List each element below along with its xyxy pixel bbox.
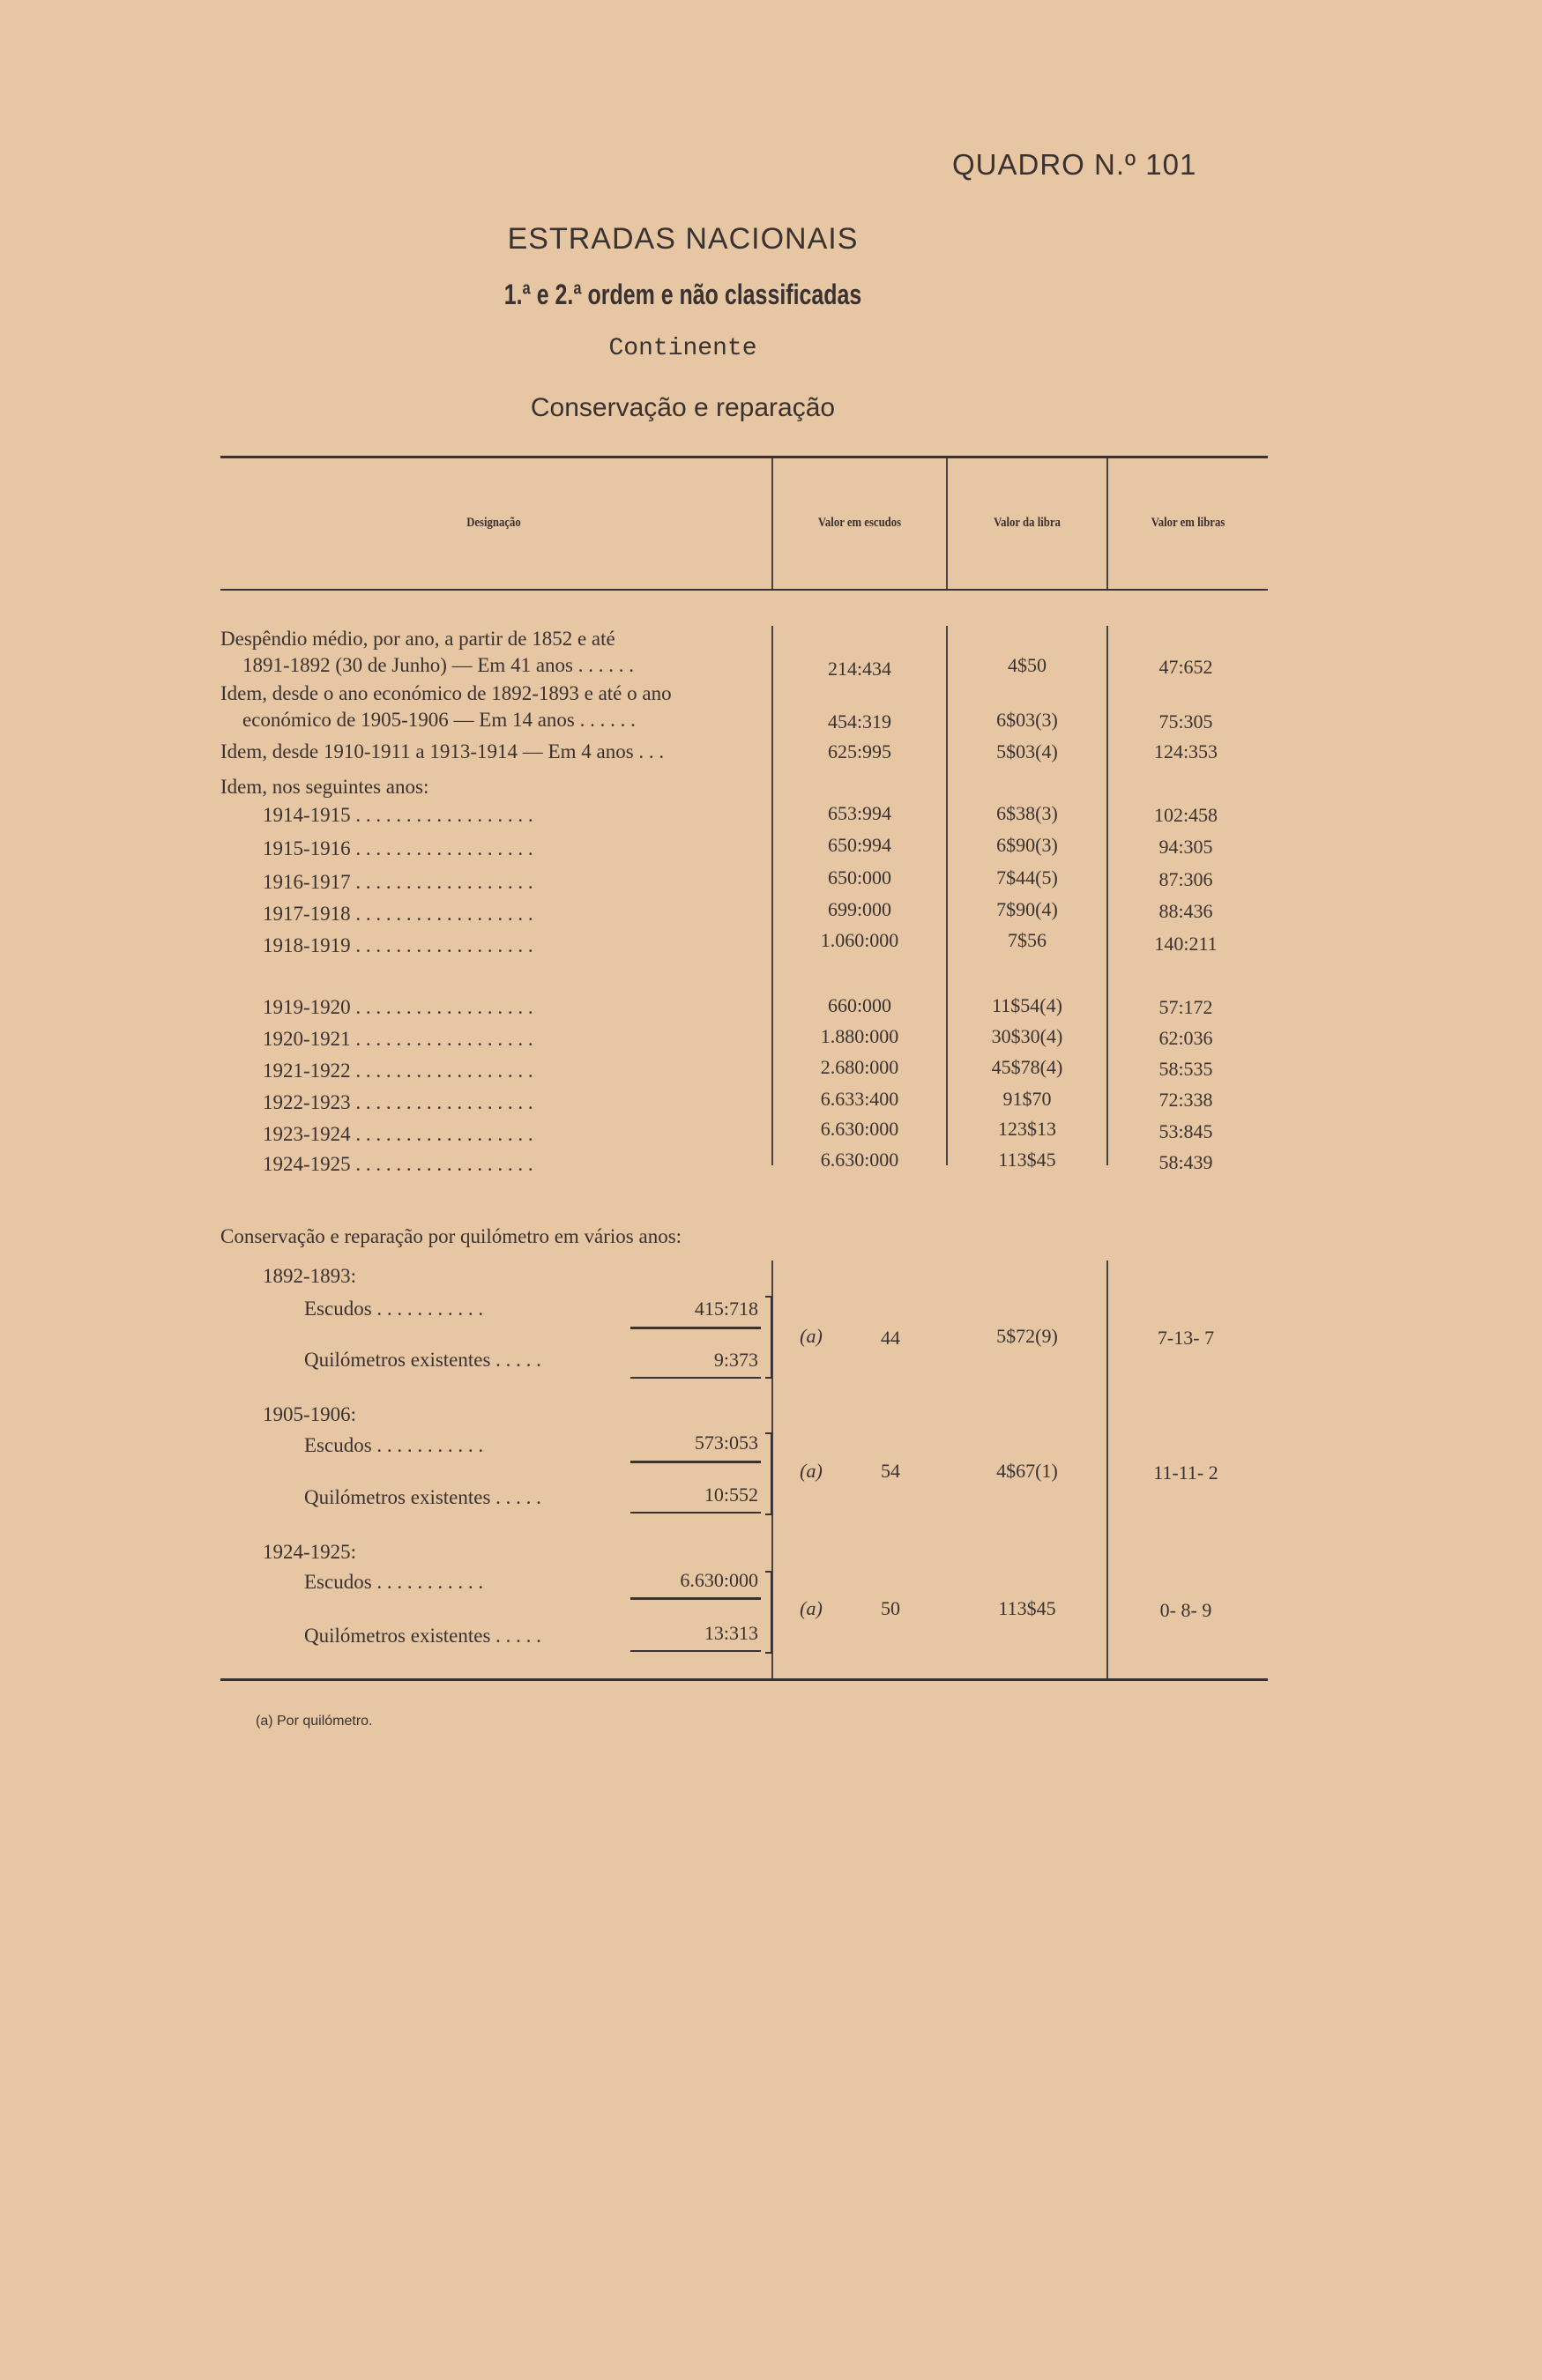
year-row-escudos: 1.060:000: [820, 929, 899, 951]
per-km-year: 1905-1906:: [263, 1403, 357, 1425]
year-row-label: 1919-1920 . . . . . . . . . . . . . . . . . .: [263, 996, 533, 1018]
brace: [765, 1432, 772, 1515]
subtitle-continente: Continente: [608, 335, 757, 362]
year-row-libra: 91$70: [1002, 1088, 1052, 1110]
row-1-libras: 47:652: [1158, 656, 1213, 678]
header-designacao: Designação: [466, 516, 521, 530]
per-km-libra: 4$67(1): [996, 1460, 1058, 1482]
col-separator-3-body: [1106, 626, 1108, 1165]
col-separator-1-body: [771, 626, 773, 1165]
per-km-km-value: 9:373: [713, 1349, 758, 1371]
row-2-libra: 6$03(3): [996, 709, 1058, 731]
row-2-label-line-1: Idem, desde o ano económico de 1892-1893 e até o ano: [220, 682, 672, 704]
year-row-libras: 94:305: [1158, 836, 1213, 858]
year-row-escudos: 6.630:000: [820, 1149, 899, 1171]
year-row-label: 1918-1919 . . . . . . . . . . . . . . . . . .: [263, 934, 533, 956]
year-row-libras: 58:439: [1158, 1151, 1213, 1173]
year-row-label: 1916-1917 . . . . . . . . . . . . . . . . . .: [263, 871, 533, 893]
per-km-heading: Conservação e reparação por quilómetro em vários anos:: [220, 1225, 682, 1247]
year-row-libra: 45$78(4): [991, 1056, 1063, 1078]
per-km-km-value: 10:552: [704, 1484, 758, 1506]
year-row-libras: 72:338: [1158, 1089, 1213, 1111]
year-row-libra: 6$38(3): [996, 802, 1058, 824]
year-row-label: 1914-1915 . . . . . . . . . . . . . . . . . .: [263, 804, 533, 826]
per-km-a: (a): [800, 1460, 823, 1482]
row-3-label: Idem, desde 1910-1911 a 1913-1914 — Em 4 anos . . .: [220, 740, 665, 762]
per-km-km-value: 13:313: [704, 1622, 758, 1644]
year-row-libras: 57:172: [1158, 996, 1213, 1018]
year-row-libras: 102:458: [1153, 804, 1218, 826]
per-km-per: 54: [881, 1460, 900, 1482]
header-valor-libra: Valor da libra: [994, 516, 1061, 530]
per-km-a: (a): [800, 1597, 823, 1619]
year-row-libras: 87:306: [1158, 868, 1213, 890]
year-row-escudos: 660:000: [827, 994, 892, 1016]
year-row-libra: 7$44(5): [996, 866, 1058, 889]
subtitle-conservacao: Conservação e reparação: [530, 393, 836, 422]
year-row-escudos: 653:994: [827, 802, 892, 824]
year-row-libra: 30$30(4): [991, 1025, 1063, 1047]
quadro-number: QUADRO N.º 101: [952, 148, 1197, 181]
col-separator-2-body: [946, 626, 948, 1165]
per-km-per: 44: [881, 1327, 900, 1349]
per-km-escudos-label: Escudos . . . . . . . . . . .: [304, 1434, 484, 1456]
per-km-km-label: Quilómetros existentes . . . . .: [304, 1625, 541, 1647]
row-4-label: Idem, nos seguintes anos:: [220, 776, 429, 798]
fraction-rule: [630, 1461, 761, 1463]
year-row-libra: 113$45: [998, 1149, 1056, 1171]
year-row-libra: 7$56: [1008, 929, 1047, 951]
row-1-libra: 4$50: [1008, 654, 1047, 676]
underline-rule: [630, 1650, 761, 1652]
year-row-label: 1922-1923 . . . . . . . . . . . . . . . . . .: [263, 1091, 533, 1113]
subtitle-ordem: 1.ª e 2.ª ordem e não classificadas: [503, 279, 862, 310]
row-1-escudos: 214:434: [827, 658, 892, 680]
year-row-libra: 11$54(4): [992, 994, 1062, 1016]
year-row-libra: 123$13: [998, 1118, 1056, 1140]
year-row-label: 1924-1925 . . . . . . . . . . . . . . . . . .: [263, 1153, 533, 1175]
header-valor-libras: Valor em libras: [1151, 516, 1225, 530]
year-row-libras: 88:436: [1158, 900, 1213, 922]
row-1-label-line-2: 1891-1892 (30 de Junho) — Em 41 anos . . . . . .: [242, 654, 634, 676]
col-separator-3: [1106, 458, 1108, 589]
per-km-libra: 113$45: [998, 1597, 1056, 1619]
row-3-libras: 124:353: [1153, 740, 1218, 762]
per-km-escudos-label: Escudos . . . . . . . . . . .: [304, 1571, 484, 1593]
underline-rule: [630, 1512, 761, 1514]
year-row-libra: 7$90(4): [996, 898, 1058, 920]
per-km-per: 50: [881, 1597, 900, 1619]
per-km-year: 1924-1925:: [263, 1541, 357, 1563]
year-row-label: 1923-1924 . . . . . . . . . . . . . . . . . .: [263, 1123, 533, 1145]
footnote: (a) Por quilómetro.: [256, 1714, 373, 1729]
year-row-libras: 140:211: [1154, 933, 1218, 955]
per-km-libra: 5$72(9): [996, 1325, 1058, 1347]
row-3-escudos: 625:995: [827, 740, 892, 762]
per-km-escudos-value: 415:718: [694, 1298, 758, 1320]
brace: [765, 1296, 772, 1379]
year-row-label: 1921-1922 . . . . . . . . . . . . . . . . . .: [263, 1060, 533, 1082]
per-km-km-label: Quilómetros existentes . . . . .: [304, 1349, 541, 1371]
year-row-label: 1917-1918 . . . . . . . . . . . . . . . . . .: [263, 903, 533, 925]
year-row-escudos: 1.880:000: [820, 1025, 899, 1047]
row-2-libras: 75:305: [1158, 710, 1213, 733]
header-bottom-rule: [220, 589, 1268, 591]
year-row-escudos: 650:994: [827, 834, 892, 856]
row-2-label-line-2: económico de 1905-1906 — Em 14 anos . . . . . .: [242, 709, 636, 731]
year-row-libra: 6$90(3): [996, 834, 1058, 856]
year-row-escudos: 6.630:000: [820, 1118, 899, 1140]
header-valor-escudos: Valor em escudos: [817, 516, 902, 530]
fraction-rule: [630, 1597, 761, 1600]
per-km-km-label: Quilómetros existentes . . . . .: [304, 1486, 541, 1508]
per-km-a: (a): [800, 1325, 823, 1347]
row-3-libra: 5$03(4): [996, 740, 1058, 762]
col-separator-1: [771, 458, 773, 589]
brace: [765, 1571, 772, 1654]
col-separator-2: [946, 458, 948, 589]
per-km-libras: 11-11- 2: [1153, 1461, 1218, 1484]
year-row-libras: 58:535: [1158, 1058, 1213, 1080]
table-bottom-rule: [220, 1678, 1268, 1681]
row-1-label-line-1: Despêndio médio, por ano, a partir de 1852 e até: [220, 628, 615, 650]
year-row-escudos: 699:000: [827, 898, 892, 920]
per-km-escudos-value: 573:053: [694, 1432, 758, 1454]
per-km-escudos-value: 6.630:000: [680, 1569, 758, 1591]
year-row-escudos: 650:000: [827, 866, 892, 889]
fraction-rule: [630, 1327, 761, 1329]
table-top-rule: [220, 456, 1268, 458]
per-km-year: 1892-1893:: [263, 1265, 357, 1287]
page-title: ESTRADAS NACIONAIS: [507, 222, 859, 256]
row-2-escudos: 454:319: [827, 710, 892, 733]
year-row-escudos: 2.680:000: [820, 1056, 899, 1078]
per-km-libras: 7-13- 7: [1157, 1327, 1215, 1349]
year-row-libras: 62:036: [1158, 1027, 1213, 1049]
year-row-escudos: 6.633:400: [820, 1088, 899, 1110]
year-row-label: 1915-1916 . . . . . . . . . . . . . . . . . .: [263, 837, 533, 859]
per-km-libras: 0- 8- 9: [1159, 1599, 1212, 1621]
underline-rule: [630, 1377, 761, 1379]
year-row-label: 1920-1921 . . . . . . . . . . . . . . . . . .: [263, 1028, 533, 1050]
per-km-escudos-label: Escudos . . . . . . . . . . .: [304, 1298, 484, 1320]
year-row-libras: 53:845: [1158, 1120, 1213, 1142]
